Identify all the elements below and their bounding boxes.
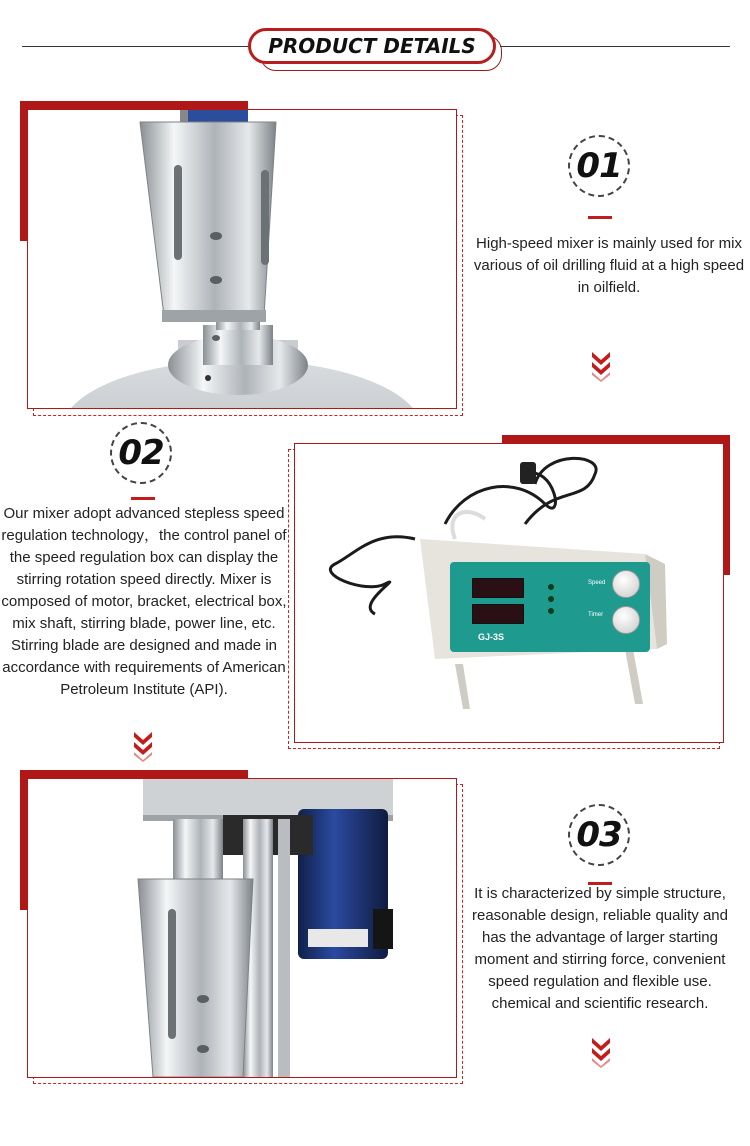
control-box-photo <box>294 443 724 743</box>
section-description-2: Our mixer adopt advanced stepless speed regulation technology，the control panel of the speed regulation box can display the stirring rotation speed directly. Mixer is composed of motor, bracket, electrical box, mix shaft, stirring blade, power line, etc. Stirring blade are designed and made in accordance with requirements of American Petroleum Institute (API). <box>1 505 287 698</box>
knob-bottom-label: Timer <box>588 612 604 618</box>
section-description-1: High-speed mixer is mainly used for mix various of oil drilling fluid at a high speed in oilfield. <box>473 235 745 296</box>
model-label: GJ-3S <box>478 632 505 642</box>
section-number-badge-2 <box>110 422 172 484</box>
section-number-badge-3 <box>568 804 630 866</box>
chevron-down-icon <box>590 350 612 382</box>
page-title: PRODUCT DETAILS <box>268 34 476 58</box>
mixer-cup-photo <box>27 109 457 409</box>
mixer-assembly-photo <box>27 778 457 1078</box>
section-number-badge-1 <box>568 135 630 197</box>
chevron-down-icon <box>590 1036 612 1068</box>
speed-knob <box>612 570 640 598</box>
section-divider-1 <box>588 216 612 219</box>
chevron-down-icon <box>132 730 154 762</box>
header-rule-left <box>22 46 248 47</box>
header-pill <box>248 28 496 64</box>
knob-top-label: Speed <box>588 580 606 586</box>
control-panel <box>450 562 650 652</box>
section-divider-2 <box>131 497 155 500</box>
section-description-3: It is characterized by simple structure, reasonable design, reliable quality and has the advantage of larger starting moment and stirring force, convenient speed regulation and flexible use. chemical and scientific research. <box>471 885 728 1012</box>
section-number-3: 03 <box>576 815 622 855</box>
section-number-1: 01 <box>576 146 622 186</box>
header-rule-right <box>500 46 730 47</box>
section-number-2: 02 <box>118 433 164 473</box>
timer-knob <box>612 606 640 634</box>
